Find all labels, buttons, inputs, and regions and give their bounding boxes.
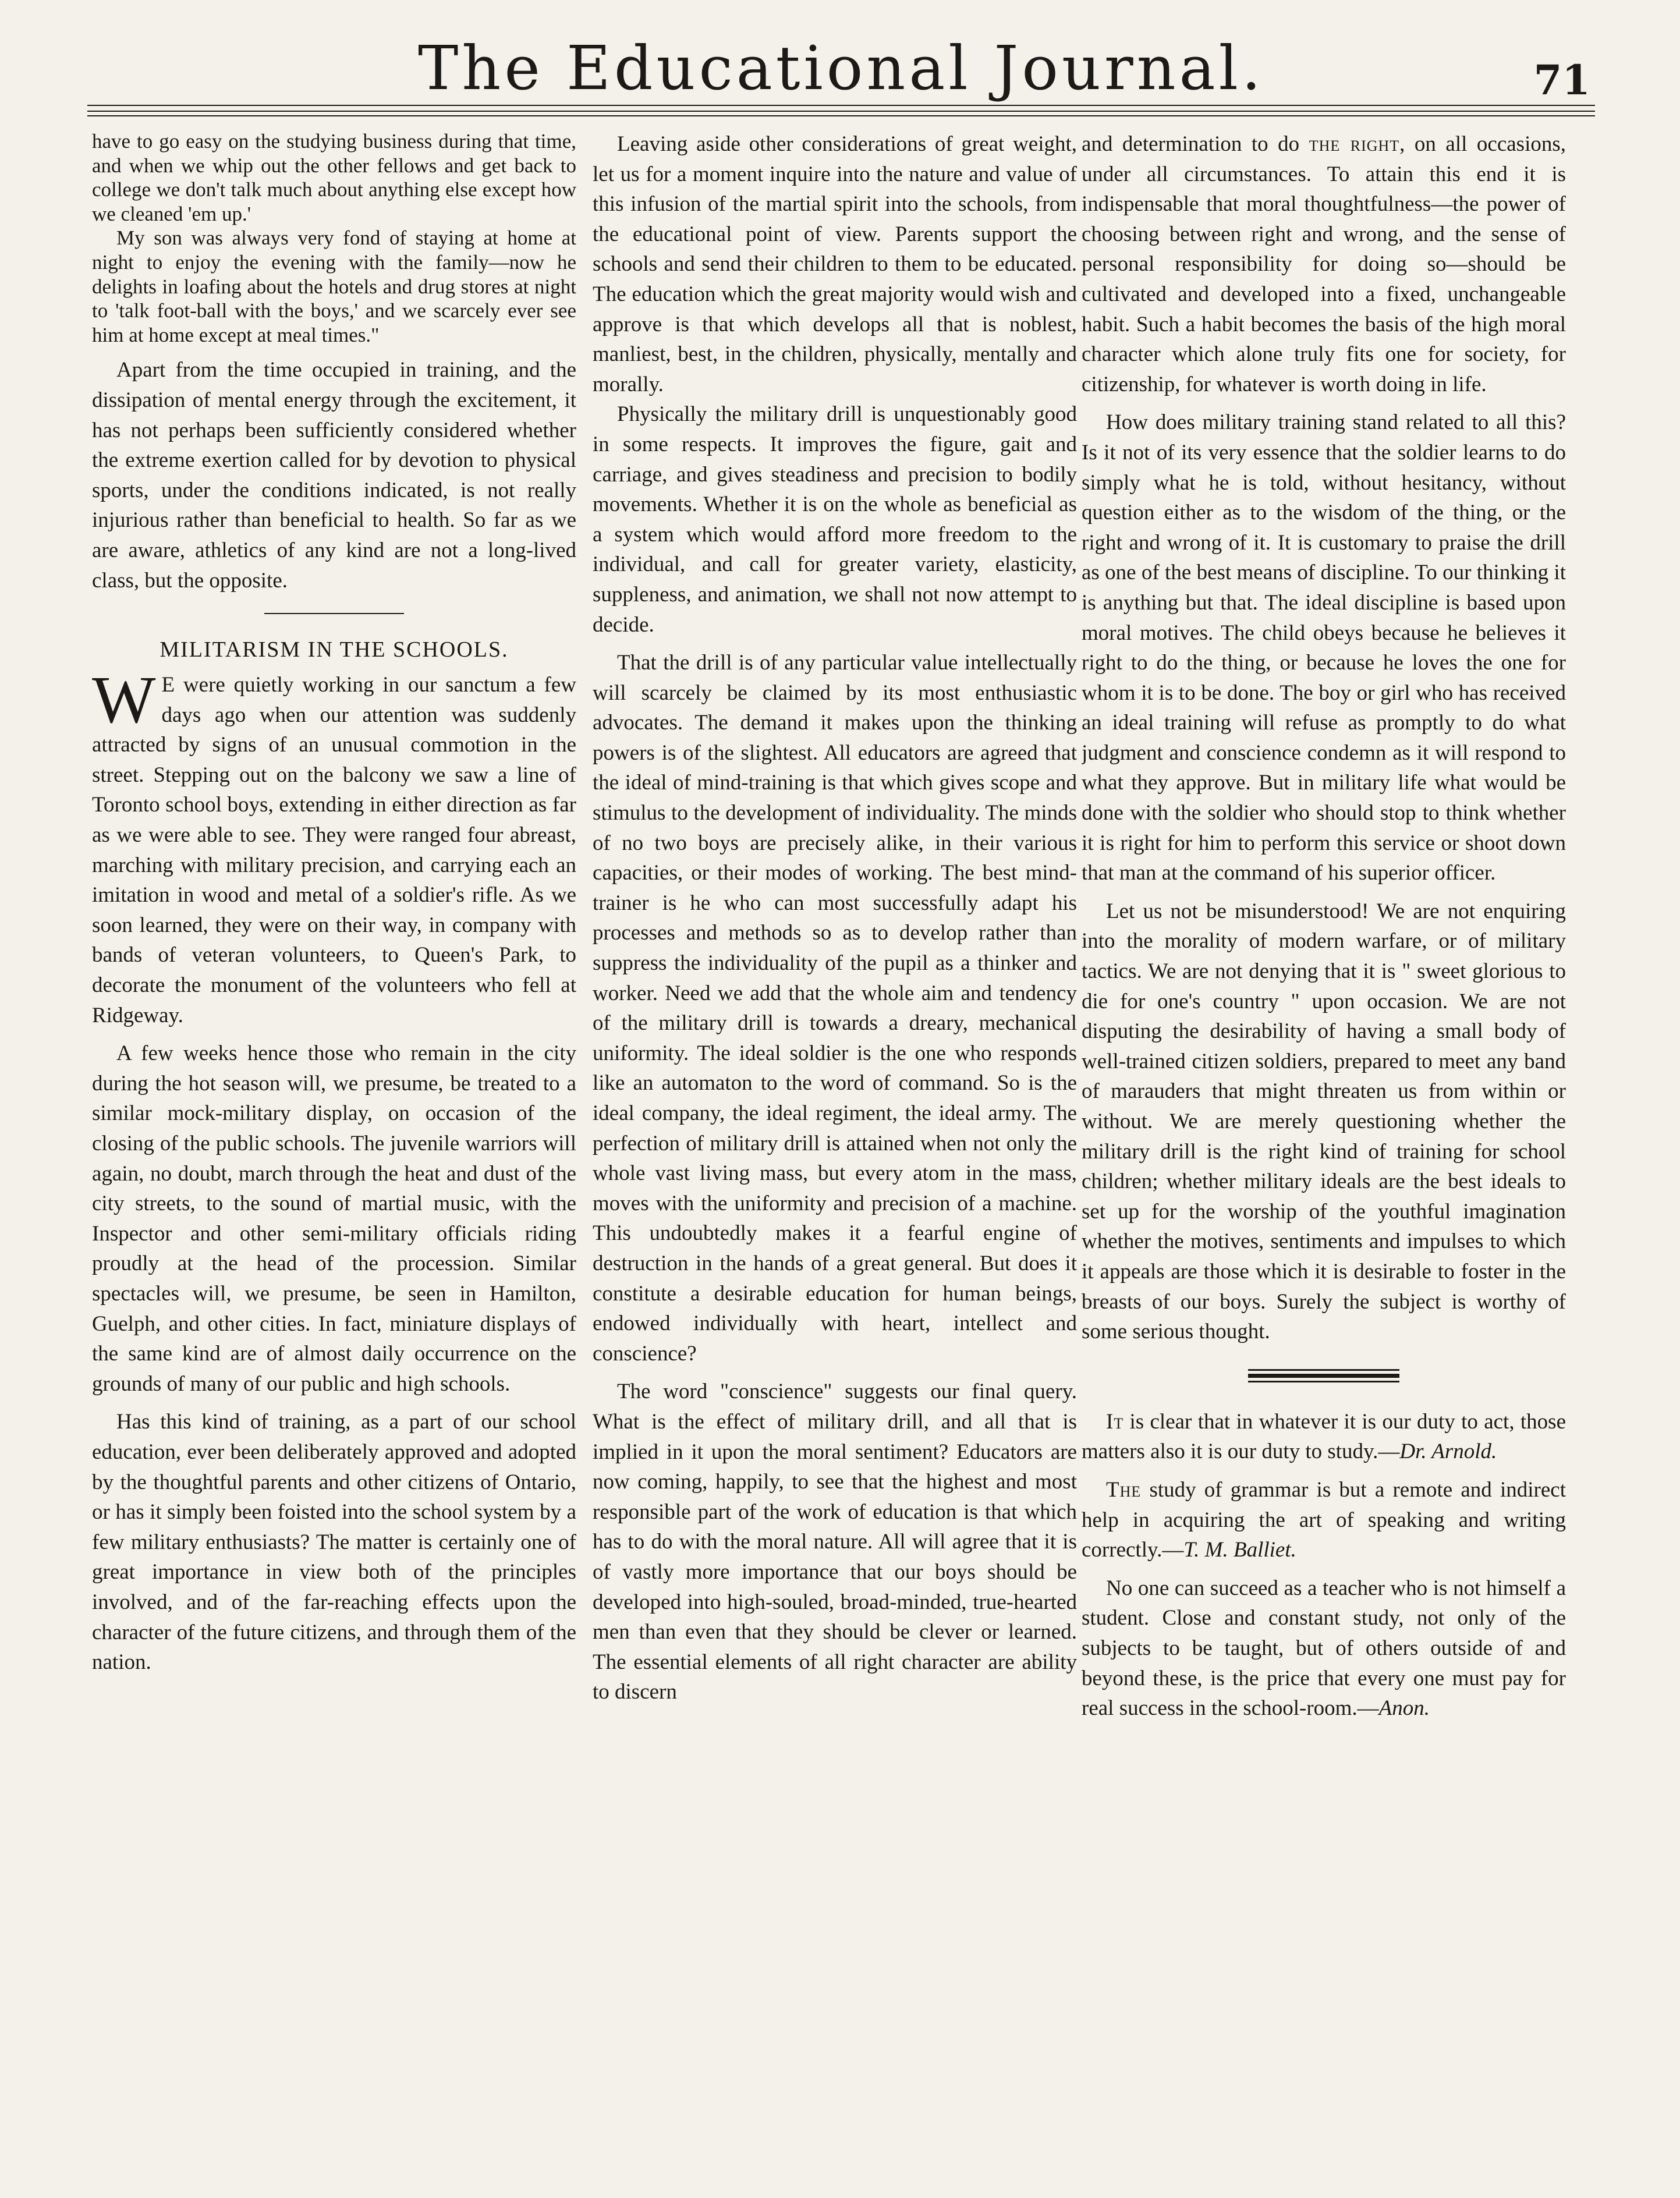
header-rule <box>87 115 1595 116</box>
journal-title: The Educational Journal. <box>418 33 1264 104</box>
filler-item <box>1082 1475 1566 1565</box>
article-title: MILITARISM IN THE SCHOOLS. <box>160 637 509 662</box>
paragraph: Apart from the time occupied in training, and the dissipation of mental energy through the excitement, it has not perhaps been sufficiently considered whether the extreme exertion called for by devotion to physical sports, under the conditions indicated, is not really injurious rather than beneficial to health. So far as we are aware, athletics of any kind are not a long-lived class, but the opposite. <box>92 358 576 593</box>
filler-attribution: T. M. Balliet. <box>1183 1538 1296 1562</box>
filler-attribution: Dr. Arnold. <box>1399 1440 1497 1464</box>
paragraph: The word "conscience" suggests our final query. What is the effect of military drill, and all that is implied in it upon the moral sentiment? Educators are now coming, happily, to see that the highest and most responsible part of the work of education is that which has to do with the moral nature. All will agree that it is of vastly more importance that our boys should be developed into high-souled, broad-minded, true-hearted men than even that they should be clever or learned. The essential elements of all right character are ability to discern <box>593 1380 1077 1704</box>
paragraph-text: and determination to do <box>1082 132 1309 156</box>
section-divider <box>1248 1369 1399 1382</box>
filler-text: is clear that in whatever it is our duty to act, those matters also it is our duty to study.— <box>1082 1409 1566 1464</box>
filler-lead: The <box>1106 1477 1142 1502</box>
filler-text: study of grammar is but a remote and indirect help in acquiring the art of speaking and writing correctly.— <box>1082 1477 1566 1562</box>
paragraph: Physically the military drill is unquestionably good in some respects. It improves the figure, gait and carriage, and gives steadiness and precision to bodily movements. Whether it is on the whole as beneficial as a system which would afford more freedom to the individual, and call for greater variety, elasticity, suppleness, and animation, we shall not now attempt to decide. <box>593 402 1077 637</box>
filler-lead: It <box>1106 1409 1124 1434</box>
column-3 <box>1082 129 1566 2178</box>
article-first-paragraph <box>92 663 576 1030</box>
paragraph: A few weeks hence those who remain in the city during the hot season will, we presume, be treated to a similar mock-military display, on occasion of the closing of the public schools. The juvenile warriors will again, no doubt, march through the heat and dust of the city streets, to the sound of martial music, with the Inspector and other semi-military officials riding proudly at the head of the procession. Similar spectacles will, we presume, be seen in Hamilton, Guelph, and other cities. In fact, miniature displays of the same kind are of almost daily occurrence on the grounds of many of our public and high schools. <box>92 1041 576 1396</box>
paragraph: How does military training stand related to all this? Is it not of its very essence that the soldier learns to do simply what he is told, without hesitancy, without question either as to the wisdom of the thing, or the right and wrong of it. It is customary to praise the drill as one of the best means of discipline. To our thinking it is anything but that. The ideal discipline is based upon moral motives. The child obeys because he believes it right to do the thing, or because he loves the one for whom it is to be done. The boy or girl who has received an ideal training will refuse as promptly to do what judgment and conscience condemn as it will respond to what they approve. But in military life what would be done with the soldier who should stop to think whether it is right for him to perform this service or shoot down that man at the command of his superior officer. <box>1082 410 1566 885</box>
small-caps-phrase: the right <box>1309 132 1400 156</box>
paragraph: Leaving aside other considerations of great weight, let us for a moment inquire into the nature and value of this infusion of the martial spirit into the schools, from the educational point of view. Parents support the schools and send their children to them to be educated. The education which the great majority would wish and approve is that which develops all that is noblest, manliest, best, in the children, physically, mentally and morally. <box>593 132 1077 396</box>
page-number: 71 <box>1533 56 1590 104</box>
drop-cap: W <box>92 663 156 738</box>
paragraph: That the drill is of any particular value intellectually will scarcely be claimed by its most enthusiastic advocates. The demand it makes upon the thinking powers is of the slightest. All educators are agreed that the ideal of mind-training is that which gives scope and stimulus to the development of individuality. The minds of no two boys are precisely alike, in their various capacities, or their modes of working. The best mind-trainer is he who can most successfully adapt his processes and methods so as to develop rather than suppress the individuality of the pupil as a thinker and worker. Need we add that the whole aim and tendency of the military drill is towards a dreary, mechanical uniformity. The ideal soldier is the one who responds like an automaton to the word of command. So is the ideal company, the ideal regiment, the ideal army. The perfection of military drill is attained when not only the whole vast living mass, but every atom in the mass, moves with the uniformity and precision of a machine. This undoubtedly makes it a fearful engine of destruction in the hands of a great general. But does it constitute a desirable education for human beings, endowed individually with heart, intellect and conscience? <box>593 651 1077 1366</box>
filler-text: No one can succeed as a teacher who is not himself a student. Close and constant study, not only of the subjects to be taught, but of others outside of and beyond these, is the price that every one must pay for real success in the school-room.— <box>1082 1576 1566 1721</box>
paragraph: Has this kind of training, as a part of our school education, ever been deliberately approved and adopted by the thoughtful parents and other citizens of Ontario, or has it simply been foisted into the school system by a few military enthusiasts? The matter is certainly one of great importance in view both of the principles involved, and of the far-reaching effects upon the character of the future citizens, and through them of the nation. <box>92 1410 576 1675</box>
paragraph <box>1082 129 1566 399</box>
section-divider <box>264 613 404 614</box>
filler-item <box>1082 1573 1566 1724</box>
column-1 <box>92 129 576 2178</box>
paragraph: Let us not be misunderstood! We are not enquiring into the morality of modern warfare, or of military tactics. We are not denying that it is " sweet glorious to die for one's country " upon occasion. We are not disputing the desirability of having a small body of well-trained citizen soldiers, prepared to meet any band of marauders that might threaten us from within or without. We are merely questioning whether the military drill is the right kind of training for school children; whether military ideals are the best ideals to set up for the worship of the youthful imagination whether the motives, sentiments and impulses to which it appeals are those which it is desirable to foster in the breasts of our boys. Surely the subject is worthy of some serious thought. <box>1082 899 1566 1344</box>
column-2 <box>593 129 1077 2178</box>
quoted-paragraph: have to go easy on the studying business during that time, and when we whip out the other fellows and get back to college we don't talk much about anything else except how we cleaned 'em up.' <box>92 130 576 225</box>
filler-attribution: Anon. <box>1378 1696 1430 1721</box>
paragraph-text: E were quietly working in our sanctum a few days ago when our attention was suddenly attracted by signs of an unusual commotion in the street. Stepping out on the balcony we saw a line of Toronto school boys, extending in either direction as far as we were able to see. They were ranged four abreast, marching with military precision, and carrying each an imitation in wood and metal of a soldier's rifle. As we soon learned, they were on their way, in company with bands of veteran volunteers, to Queen's Park, to decorate the monument of the volunteers who fell at Ridgeway. <box>92 673 576 1027</box>
quoted-paragraph: My son was always very fond of staying at home at night to enjoy the evening with the family—now he delights in loafing about the hotels and drug stores at night to 'talk foot-ball with the boys,' and we scarcely ever see him at home except at meal times." <box>92 226 576 346</box>
header-rule <box>87 105 1595 106</box>
paragraph-text: , on all occasions, under all circumstances. To attain this end it is indispensable that moral thoughtfulness—the power of choosing between right and wrong, and the sense of personal responsibility for doing so—should be cultivated and developed into a fixed, unchangeable habit. Such a habit becomes the basis of the high moral character which alone truly fits one for society, for citizenship, for whatever is worth doing in life. <box>1082 132 1566 396</box>
filler-item <box>1082 1407 1566 1467</box>
header-rule <box>87 111 1595 112</box>
